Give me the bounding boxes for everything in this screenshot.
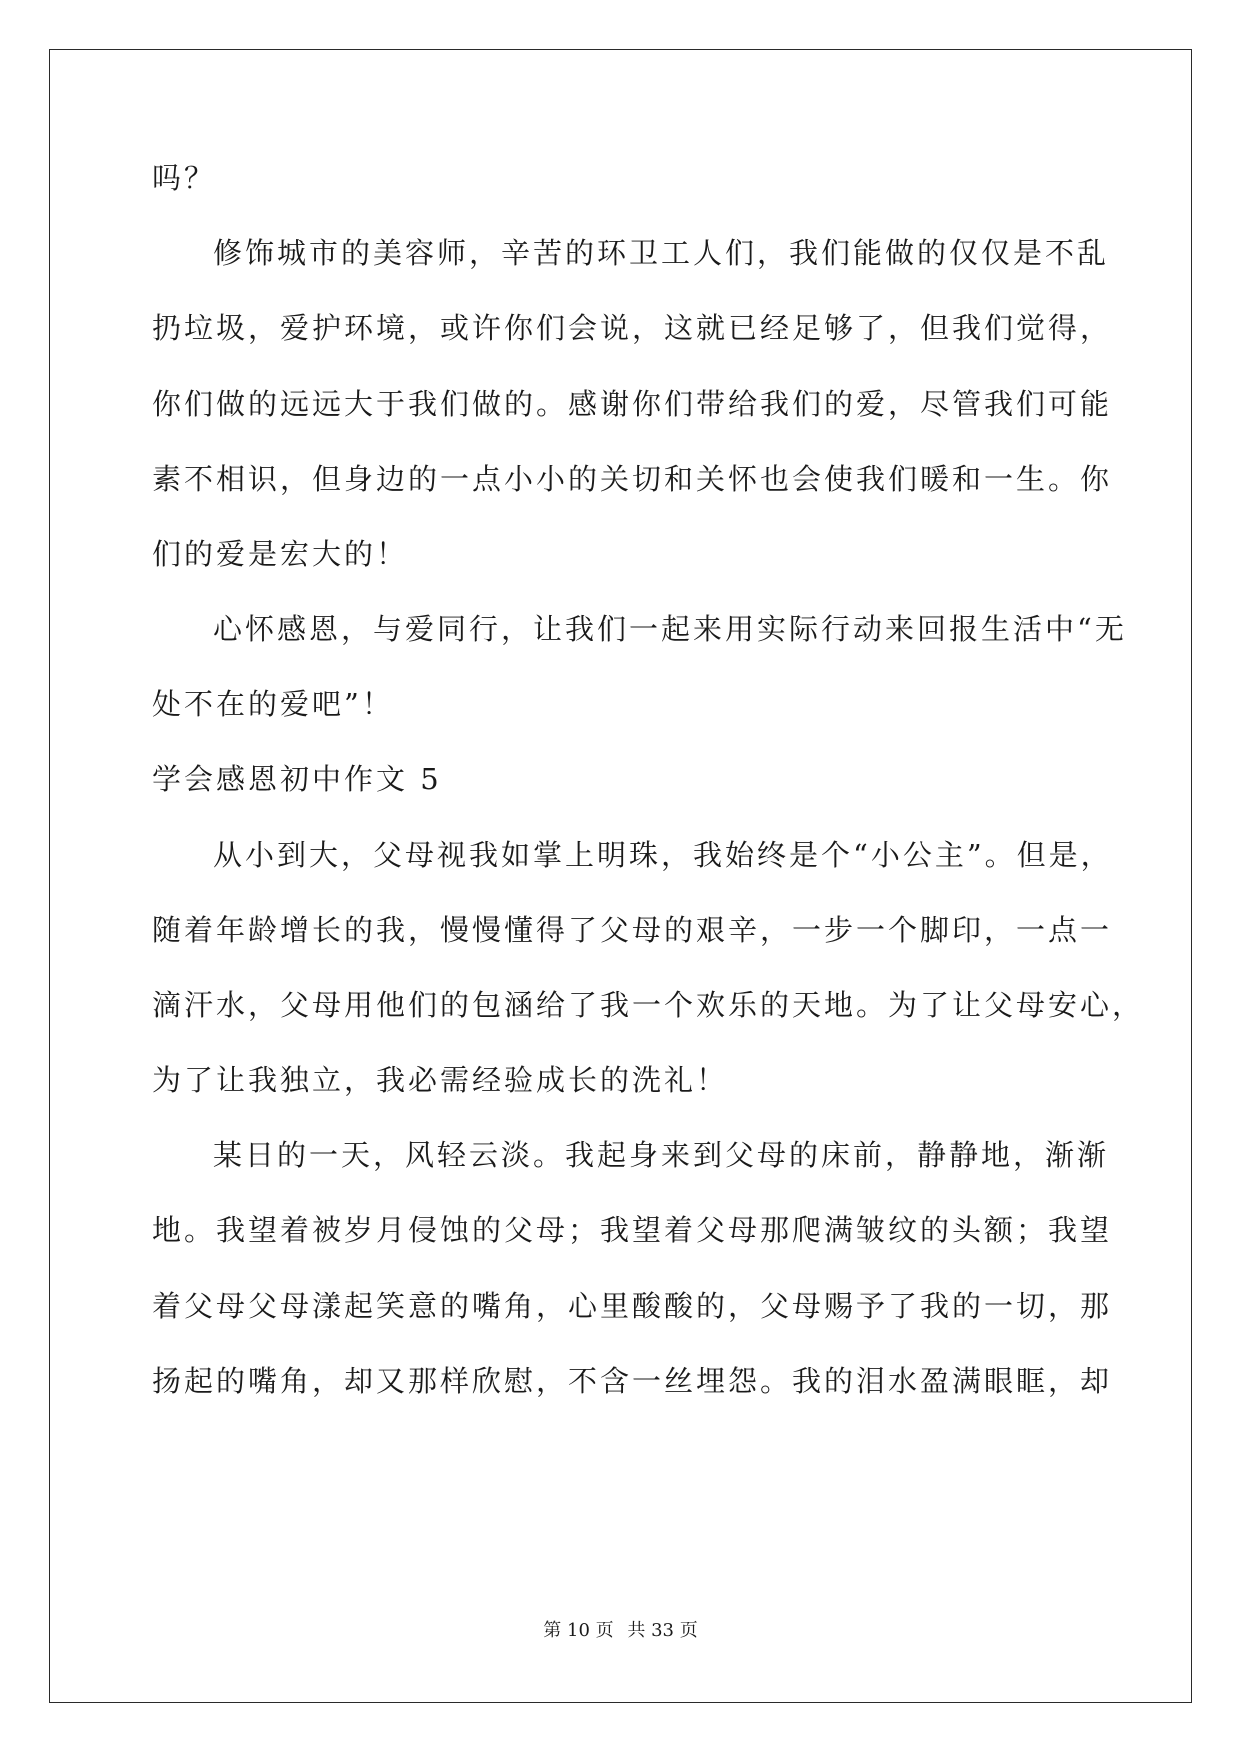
page-number: 第 10 页 [543, 1620, 614, 1641]
section-heading: 学会感恩初中作文 5 [152, 762, 442, 796]
page-footer [0, 1616, 1241, 1642]
text-line: 们的爱是宏大的！ [152, 537, 409, 571]
text-line: 处不在的爱吧”！ [152, 687, 394, 721]
text-line: 素不相识，但身边的一点小小的关切和关怀也会使我们暖和一生。你 [152, 462, 1113, 496]
paragraph-first-line: 修饰城市的美容师，辛苦的环卫工人们，我们能做的仅仅是不乱 [213, 236, 1110, 270]
paragraph-first-line: 心怀感恩，与爱同行，让我们一起来用实际行动来回报生活中“无 [213, 612, 1127, 646]
page-border [49, 49, 1192, 1703]
text-line: 扬起的嘴角，却又那样欣慰，不含一丝埋怨。我的泪水盈满眼眶，却 [152, 1364, 1113, 1398]
text-line: 滴汗水，父母用他们的包涵给了我一个欢乐的天地。为了让父母安心， [152, 988, 1145, 1022]
paragraph-first-line: 某日的一天，风轻云淡。我起身来到父母的床前，静静地，渐渐 [213, 1138, 1110, 1172]
page-total: 共 33 页 [627, 1620, 698, 1641]
paragraph-first-line: 从小到大，父母视我如掌上明珠，我始终是个“小公主”。但是， [213, 838, 1113, 872]
text-line: 随着年龄增长的我，慢慢懂得了父母的艰辛，一步一个脚印，一点一 [152, 913, 1113, 947]
text-line: 你们做的远远大于我们做的。感谢你们带给我们的爱，尽管我们可能 [152, 387, 1113, 421]
text-line: 扔垃圾，爱护环境，或许你们会说，这就已经足够了，但我们觉得， [152, 311, 1113, 345]
text-line: 为了让我独立，我必需经验成长的洗礼！ [152, 1063, 729, 1097]
text-line: 吗？ [152, 161, 217, 195]
text-line: 地。我望着被岁月侵蚀的父母；我望着父母那爬满皱纹的头额；我望 [152, 1213, 1113, 1247]
text-line: 着父母父母漾起笑意的嘴角，心里酸酸的，父母赐予了我的一切，那 [152, 1289, 1113, 1323]
